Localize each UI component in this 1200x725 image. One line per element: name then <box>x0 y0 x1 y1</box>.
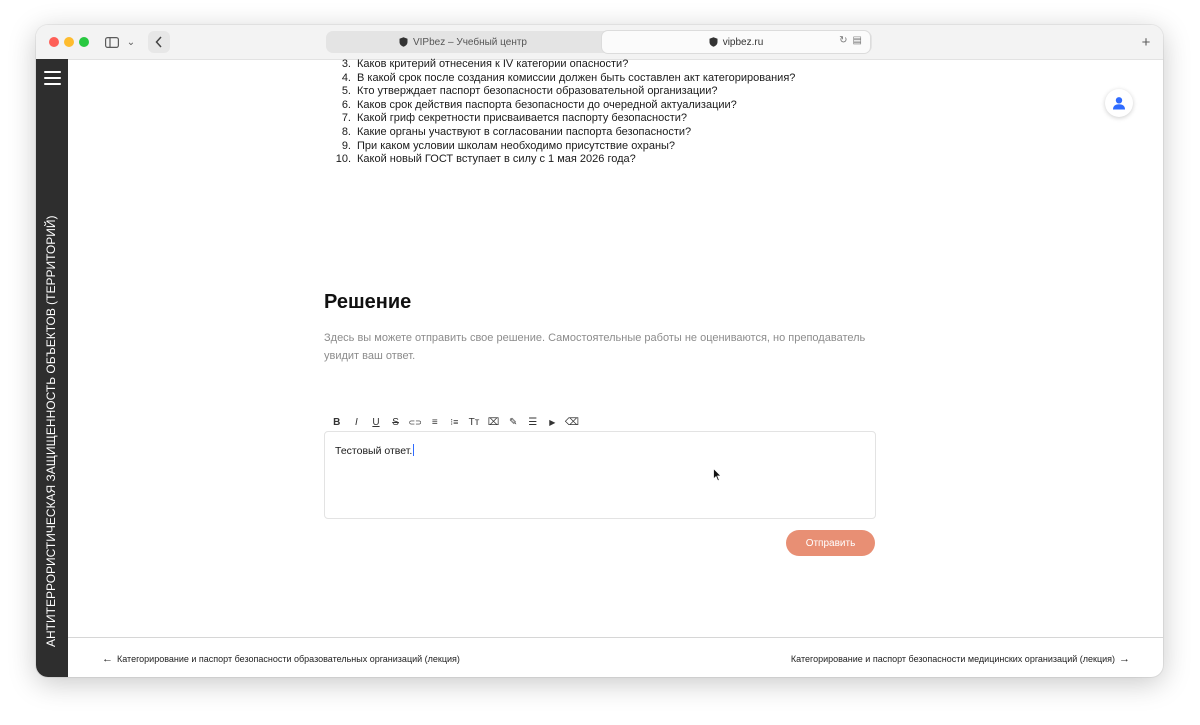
list-item: 9. При каком условии школам необходимо присутствие охраны? <box>341 139 676 152</box>
clear-format-icon[interactable]: ⌧ <box>487 416 500 428</box>
close-window-button[interactable] <box>49 37 59 47</box>
user-avatar-button[interactable] <box>1105 89 1133 117</box>
mouse-cursor-icon <box>713 468 722 482</box>
tab-label: VIPbez – Учебный центр <box>412 36 527 48</box>
course-title: АНТИТЕРРОРИСТИЧЕСКАЯ ЗАЩИЩЕННОСТЬ ОБЪЕКТОВ (ТЕРРИТОРИЙ) <box>44 215 58 647</box>
prev-lesson-label: Категорирование и паспорт безопасности образовательных организаций (лекция) <box>117 654 460 664</box>
tab-vipbez-center[interactable] <box>326 31 600 53</box>
solution-heading: Решение <box>324 291 412 313</box>
highlight-icon[interactable]: ✎ <box>508 416 518 428</box>
user-icon <box>1112 96 1126 110</box>
ordered-list-icon[interactable]: ≡ <box>431 416 438 428</box>
new-tab-button[interactable]: + <box>1141 33 1151 51</box>
underline-icon[interactable]: U <box>372 416 380 428</box>
menu-icon[interactable] <box>44 71 61 85</box>
tab-vipbez-active[interactable] <box>602 31 870 53</box>
italic-icon[interactable]: I <box>355 416 358 428</box>
list-item: 5. Кто утверждает паспорт безопасности образовательной организации? <box>341 85 718 98</box>
list-item: 10. Какой новый ГОСТ вступает в силу с 1 мая 2026 года? <box>335 153 636 166</box>
video-icon[interactable]: ▶ <box>549 417 556 427</box>
browser-window <box>36 25 1163 677</box>
submit-button[interactable]: Отправить <box>786 530 875 556</box>
reload-icon[interactable]: ↻ <box>839 35 848 46</box>
bullet-list-icon[interactable]: ⁝≡ <box>450 416 459 427</box>
solution-editor[interactable] <box>324 431 876 519</box>
zoom-window-button[interactable] <box>79 37 89 47</box>
solution-description: Здесь вы можете отправить свое решение. Самостоятельные работы не оцениваются, но преподаватель увидит ваш ответ. <box>324 332 866 362</box>
footer-divider <box>68 637 1163 638</box>
reader-icon[interactable]: ▤ <box>852 35 862 46</box>
back-button[interactable] <box>148 31 170 53</box>
list-item: 7. Какой гриф секретности присваивается паспорту безопасности? <box>341 112 688 125</box>
strikethrough-icon[interactable]: S <box>392 416 399 428</box>
shield-icon <box>709 37 718 47</box>
questions-list <box>324 58 795 167</box>
next-lesson-label: Категорирование и паспорт безопасности медицинских организаций (лекция) <box>790 654 1115 664</box>
text-size-icon[interactable]: Tт <box>468 416 480 428</box>
arrow-right-icon: → <box>1119 653 1130 665</box>
list-item: 8. Какие органы участвуют в согласовании паспорта безопасности? <box>341 125 692 138</box>
arrow-left-icon: ← <box>102 653 113 665</box>
tab-bar <box>326 31 872 53</box>
link-icon[interactable]: ⊂⊃ <box>408 417 422 427</box>
align-icon[interactable]: ☰ <box>528 416 538 428</box>
editor-value: Тестовый ответ. <box>335 445 413 457</box>
chevron-down-icon[interactable]: ⌄ <box>126 36 136 48</box>
list-item: 6. Каков срок действия паспорта безопасности до очередной актуализации? <box>341 98 737 111</box>
prev-lesson-link[interactable] <box>98 653 460 665</box>
course-sidebar-rail <box>36 59 68 677</box>
minimize-window-button[interactable] <box>64 37 74 47</box>
editor-toolbar <box>327 414 582 430</box>
shield-icon <box>399 37 408 47</box>
text-caret <box>413 444 414 456</box>
next-lesson-link[interactable] <box>791 653 1134 665</box>
sidebar-toggle-icon[interactable] <box>102 33 122 51</box>
address-label: vipbez.ru <box>722 36 764 48</box>
browser-titlebar <box>36 25 1163 60</box>
list-item: 4. В какой срок после создания комиссии должен быть составлен акт категорирования? <box>341 71 796 84</box>
eraser-icon[interactable]: ⌫ <box>564 416 579 428</box>
bold-icon[interactable]: B <box>333 416 341 428</box>
list-item: 3. Каков критерий отнесения к IV категории опасности? <box>341 58 629 70</box>
